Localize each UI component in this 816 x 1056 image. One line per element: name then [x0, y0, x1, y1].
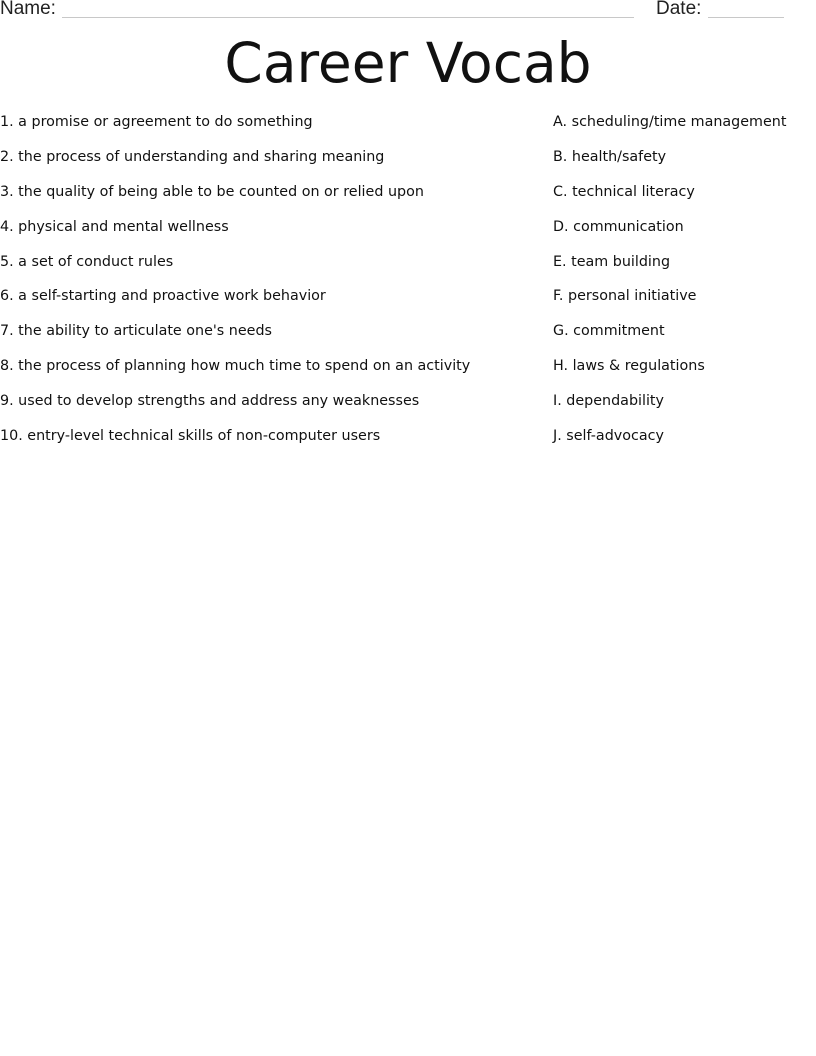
clue-item: 7. the ability to articulate one's needs: [0, 323, 272, 340]
answer-item: E. team building: [553, 253, 671, 270]
answer-item: A. scheduling/time management: [553, 114, 787, 130]
clue-item: 4. physical and mental wellness: [0, 218, 229, 235]
answer-list: [553, 110, 815, 459]
answer-item: G. commitment: [553, 323, 665, 340]
clue-item: 10. entry-level technical skills of non-computer users: [0, 428, 381, 445]
answer-item: I. dependability: [553, 393, 665, 410]
clue-list: [0, 110, 540, 459]
answer-item: B. health/safety: [553, 148, 667, 165]
clue-item: 3. the quality of being able to be counted on or relied upon: [0, 183, 424, 200]
answer-item: D. communication: [553, 218, 684, 235]
name-label: Name:: [0, 0, 56, 19]
name-field[interactable]: [62, 17, 634, 18]
clue-item: 9. used to develop strengths and address any weaknesses: [0, 393, 420, 410]
answer-item: C. technical literacy: [553, 183, 695, 200]
date-label: Date:: [656, 0, 702, 19]
clue-item: 1. a promise or agreement to do something: [0, 114, 313, 130]
answer-item: H. laws & regulations: [553, 358, 705, 375]
clue-item: 8. the process of planning how much time to spend on an activity: [0, 358, 471, 375]
clue-item: 6. a self-starting and proactive work behavior: [0, 288, 326, 305]
worksheet-header: [0, 0, 816, 22]
page-title: Career Vocab: [224, 31, 592, 95]
answer-item: J. self-advocacy: [553, 428, 664, 445]
answer-item: F. personal initiative: [553, 288, 697, 305]
date-field[interactable]: [708, 17, 784, 18]
clue-item: 2. the process of understanding and sharing meaning: [0, 148, 385, 165]
clue-item: 5. a set of conduct rules: [0, 253, 174, 270]
